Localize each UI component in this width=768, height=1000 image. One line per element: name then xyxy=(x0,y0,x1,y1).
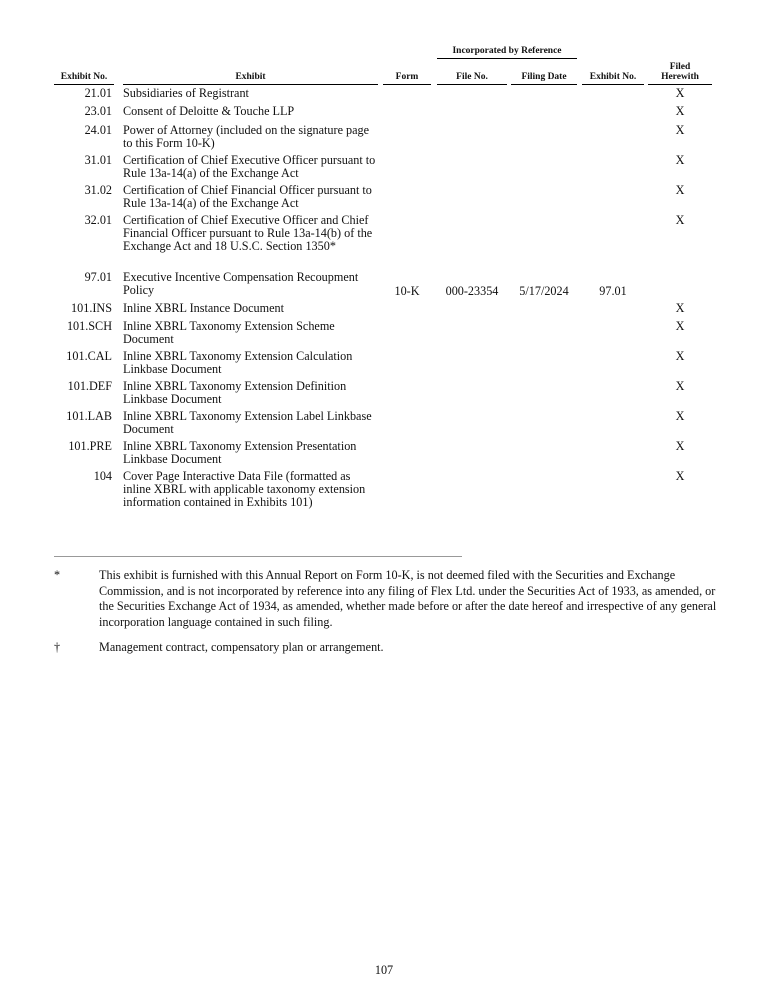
col-header-form: Form xyxy=(395,72,419,82)
exhibit-number: 32.01 xyxy=(84,213,112,227)
rule-form xyxy=(383,84,431,85)
exhibit-description: Inline XBRL Taxonomy Extension Presentation Linkbase Document xyxy=(123,439,357,466)
filed-herewith-mark: X xyxy=(675,319,685,333)
footnote-mark: * xyxy=(54,568,61,582)
filed-herewith-mark: X xyxy=(675,379,685,393)
rule-file-no xyxy=(437,84,507,85)
exhibit-number: 23.01 xyxy=(84,104,112,118)
exhibit-number: 31.02 xyxy=(84,183,112,197)
exhibit-number: 101.CAL xyxy=(66,349,112,363)
filed-herewith-mark: X xyxy=(675,469,685,483)
filed-herewith-mark: X xyxy=(675,349,685,363)
footnote-mark: † xyxy=(54,640,61,654)
incorporated-by-reference-header: Incorporated by Reference xyxy=(452,46,562,56)
rule-exhibit xyxy=(123,84,378,85)
rule-filed-herewith xyxy=(648,84,712,85)
exhibit-description: Certification of Chief Financial Officer pursuant to Rule 13a-14(a) of the Exchange Act xyxy=(123,183,372,210)
file-no-value: 000-23354 xyxy=(445,284,499,298)
group-header-rule xyxy=(437,58,577,59)
filed-herewith-mark: X xyxy=(675,104,685,118)
exhibit-description: Inline XBRL Instance Document xyxy=(123,301,284,315)
rule-filing-date xyxy=(511,84,577,85)
filed-herewith-mark: X xyxy=(675,183,685,197)
filed-herewith-mark: X xyxy=(675,409,685,423)
exhibit-description: Certification of Chief Executive Officer pursuant to Rule 13a-14(a) of the Exchange Act xyxy=(123,153,376,180)
col-header-exhibit-no: Exhibit No. xyxy=(60,72,108,82)
footnote-text: This exhibit is furnished with this Annual Report on Form 10-K, is not deemed filed with the Securities and Exchange Commission, and is not incorporated by reference into any filing of Flex Ltd. under the Securities Act of 1933, as amended, or the Securities Exchange Act of 1934, as amended, whether made before or after the date hereof and irrespective of any general incorporation language contained in such filing. xyxy=(99,568,717,629)
exhibit-number: 31.01 xyxy=(84,153,112,167)
exhibit-number: 101.PRE xyxy=(68,439,112,453)
exhibit-description: Inline XBRL Taxonomy Extension Definition Linkbase Document xyxy=(123,379,347,406)
col-header-exhibit: Exhibit xyxy=(235,72,266,82)
ref-exhibit-no-value: 97.01 xyxy=(599,284,627,298)
col-header-filing-date: Filing Date xyxy=(521,72,567,82)
exhibit-number: 21.01 xyxy=(84,86,112,100)
filed-herewith-mark: X xyxy=(675,123,685,137)
exhibit-description: Cover Page Interactive Data File (formatted as inline XBRL with applicable taxonomy extension information contained in Exhibits 101) xyxy=(123,469,366,509)
exhibit-number: 101.DEF xyxy=(67,379,112,393)
col-header-file-no: File No. xyxy=(456,72,488,82)
col-header-ref-exhibit-no: Exhibit No. xyxy=(589,72,637,82)
footnote-separator xyxy=(54,556,462,557)
exhibit-description: Inline XBRL Taxonomy Extension Scheme Document xyxy=(123,319,335,346)
filed-herewith-mark: X xyxy=(675,213,685,227)
exhibit-number: 101.SCH xyxy=(66,319,112,333)
exhibit-number: 101.LAB xyxy=(66,409,112,423)
filed-herewith-mark: X xyxy=(675,86,685,100)
exhibit-description: Inline XBRL Taxonomy Extension Calculation Linkbase Document xyxy=(123,349,353,376)
exhibit-description: Power of Attorney (included on the signature page to this Form 10-K) xyxy=(123,123,370,150)
filed-herewith-mark: X xyxy=(675,153,685,167)
exhibit-number: 104 xyxy=(93,469,112,483)
exhibit-number: 97.01 xyxy=(84,270,112,284)
exhibit-description: Subsidiaries of Registrant xyxy=(123,86,249,100)
exhibit-description: Certification of Chief Executive Officer and Chief Financial Officer pursuant to Rule 13a-14(b) of the Exchange Act and 18 U.S.C. Section 1350* xyxy=(123,213,373,253)
form-value: 10-K xyxy=(394,284,420,298)
filed-herewith-mark: X xyxy=(675,439,685,453)
col-header-filed-herewith: Filed Herewith xyxy=(661,62,699,82)
rule-ref-exhibit-no xyxy=(582,84,644,85)
exhibit-number: 101.INS xyxy=(71,301,112,315)
filed-herewith-mark: X xyxy=(675,301,685,315)
page-number: 107 xyxy=(374,963,394,977)
footnote-text: Management contract, compensatory plan or arrangement. xyxy=(99,640,384,654)
exhibit-number: 24.01 xyxy=(84,123,112,137)
rule-exhibit-no xyxy=(54,84,114,85)
exhibit-description: Consent of Deloitte & Touche LLP xyxy=(123,104,295,118)
exhibit-description: Inline XBRL Taxonomy Extension Label Linkbase Document xyxy=(123,409,372,436)
exhibit-description: Executive Incentive Compensation Recoupment Policy xyxy=(123,270,359,297)
filing-date-value: 5/17/2024 xyxy=(519,284,569,298)
